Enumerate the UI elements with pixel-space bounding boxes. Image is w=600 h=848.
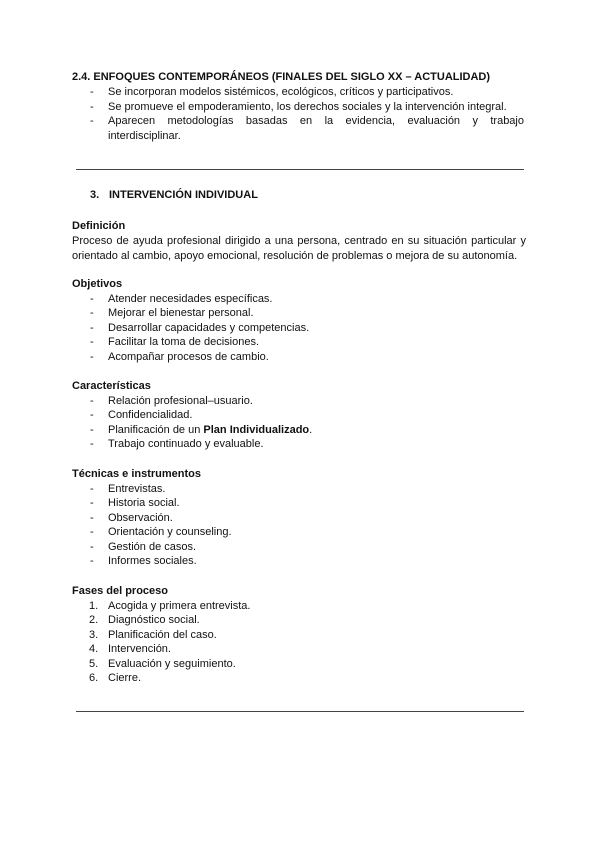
tecnicas-list <box>72 482 526 569</box>
list-item: - Planificación de un Plan Individualizado. <box>90 423 313 436</box>
list-item: 3. Planificación del caso. <box>89 628 217 641</box>
list-item: - Orientación y counseling. <box>90 526 232 538</box>
section-3-heading <box>90 189 258 201</box>
section-2-4-list <box>72 85 524 143</box>
divider <box>76 711 524 712</box>
fases-title: Fases del proceso <box>72 585 168 597</box>
list-item: - Gestión de casos. <box>90 540 197 553</box>
list-item: - Atender necesidades específicas. <box>90 292 273 305</box>
objetivos-block <box>72 277 526 364</box>
fases-block <box>72 584 526 686</box>
caracteristicas-list <box>72 394 526 452</box>
list-item: - Entrevistas. <box>90 482 166 495</box>
list-item: - Desarrollar capacidades y competencias. <box>90 321 310 334</box>
tecnicas-title: Técnicas e instrumentos <box>72 468 201 480</box>
list-item: - Informes sociales. <box>90 555 197 567</box>
section-3-title: INTERVENCIÓN INDIVIDUAL <box>109 189 258 201</box>
list-item: - Trabajo continuado y evaluable. <box>90 438 264 450</box>
list-item: - Historia social. <box>90 497 180 509</box>
definicion-text: Proceso de ayuda profesional dirigido a una persona, centrado en su situación particular y orientado al cambio, apoyo emocional, resolución de problemas o mejora de su autonomía. <box>72 234 526 262</box>
list-item: - Confidencialidad. <box>90 409 193 421</box>
list-item: - Relación profesional–usuario. <box>90 394 253 407</box>
list-item: 6. Cierre. <box>89 672 142 684</box>
list-item: - Observación. <box>90 511 173 524</box>
list-item: 5. Evaluación y seguimiento. <box>89 657 236 670</box>
divider <box>76 169 524 170</box>
definicion-block <box>72 219 526 264</box>
fases-list <box>72 599 526 686</box>
list-item: - Mejorar el bienestar personal. <box>90 307 254 319</box>
tecnicas-block <box>72 467 526 569</box>
section-3-number: 3. <box>90 189 100 201</box>
section-2-4-title: 2.4. ENFOQUES CONTEMPORÁNEOS (FINALES DEL SIGLO XX – ACTUALIDAD) <box>72 71 491 83</box>
caracteristicas-title: Características <box>72 380 151 392</box>
list-item: - Aparecen metodologías basadas en la evidencia, evaluación y trabajo interdisciplinar. <box>90 115 524 142</box>
section-2-4 <box>72 70 524 143</box>
list-item: - Facilitar la toma de decisiones. <box>90 336 260 348</box>
list-item: 1. Acogida y primera entrevista. <box>89 599 251 612</box>
list-item: 2. Diagnóstico social. <box>89 614 200 626</box>
plan-individualizado-text: Plan Individualizado <box>203 423 310 436</box>
objetivos-title: Objetivos <box>72 278 123 290</box>
list-item: - Acompañar procesos de cambio. <box>90 350 269 363</box>
list-item: 4. Intervención. <box>89 643 171 655</box>
list-item: - Se promueve el empoderamiento, los derechos sociales y la intervención integral. <box>90 100 507 113</box>
definicion-title: Definición <box>72 220 126 232</box>
list-item: - Se incorporan modelos sistémicos, ecológicos, críticos y participativos. <box>90 86 454 98</box>
caracteristicas-block <box>72 379 526 452</box>
objetivos-list <box>72 292 526 365</box>
